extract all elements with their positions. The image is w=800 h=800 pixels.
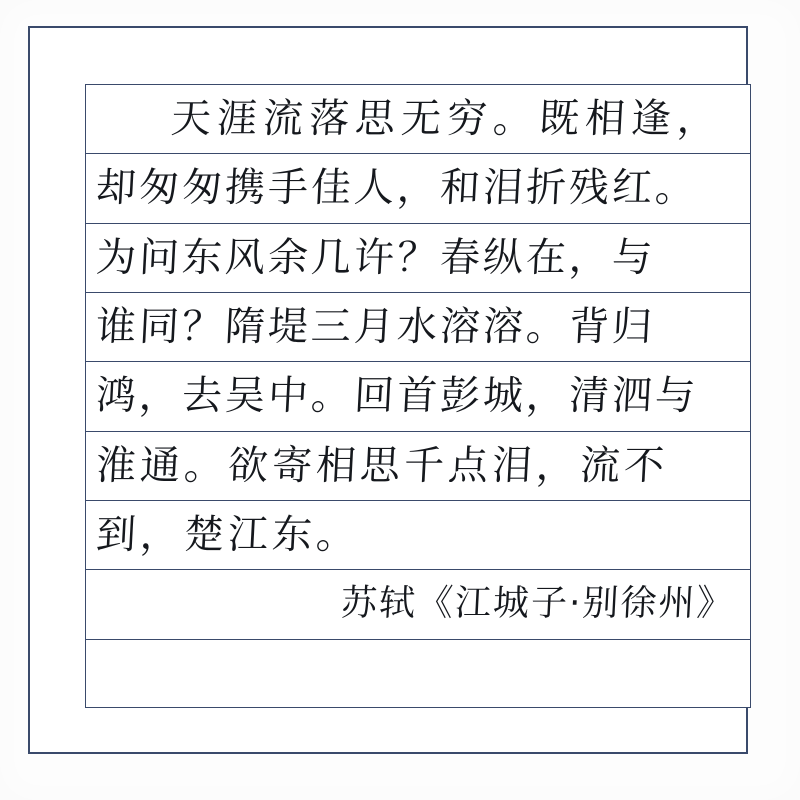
ruled-writing-block [85,84,751,708]
handwritten-text-line-4: 谁同？隋堤三月水溶溶。背归 [94,304,657,351]
writing-line-6 [86,432,750,501]
handwritten-text-line-5: 鸿，去吴中。回首彭城，清泗与 [94,373,700,420]
writing-line-2 [86,154,750,223]
handwritten-text-line-7: 到，楚江东。 [94,512,362,559]
writing-line-1 [86,85,750,154]
handwritten-text-line-3: 为问东风余几许？春纵在，与 [94,234,657,281]
writing-line-4 [86,293,750,362]
handwritten-text-line-2: 却匆匆携手佳人，和泪折残红。 [94,165,700,212]
practice-sheet-border [28,26,748,754]
writing-line-5 [86,362,750,431]
writing-line-9-empty [86,640,750,709]
handwritten-text-line-6: 淮通。欲寄相思千点泪，流不 [94,442,670,489]
handwritten-signature: 苏轼《江城子·别徐州》 [339,583,736,625]
handwritten-text-line-1: 天涯流落思无穷。既相逢， [169,96,725,143]
writing-line-3 [86,224,750,293]
writing-line-7 [86,501,750,570]
writing-line-8-signature [86,570,750,639]
handwritten-text-line-9 [84,640,762,709]
